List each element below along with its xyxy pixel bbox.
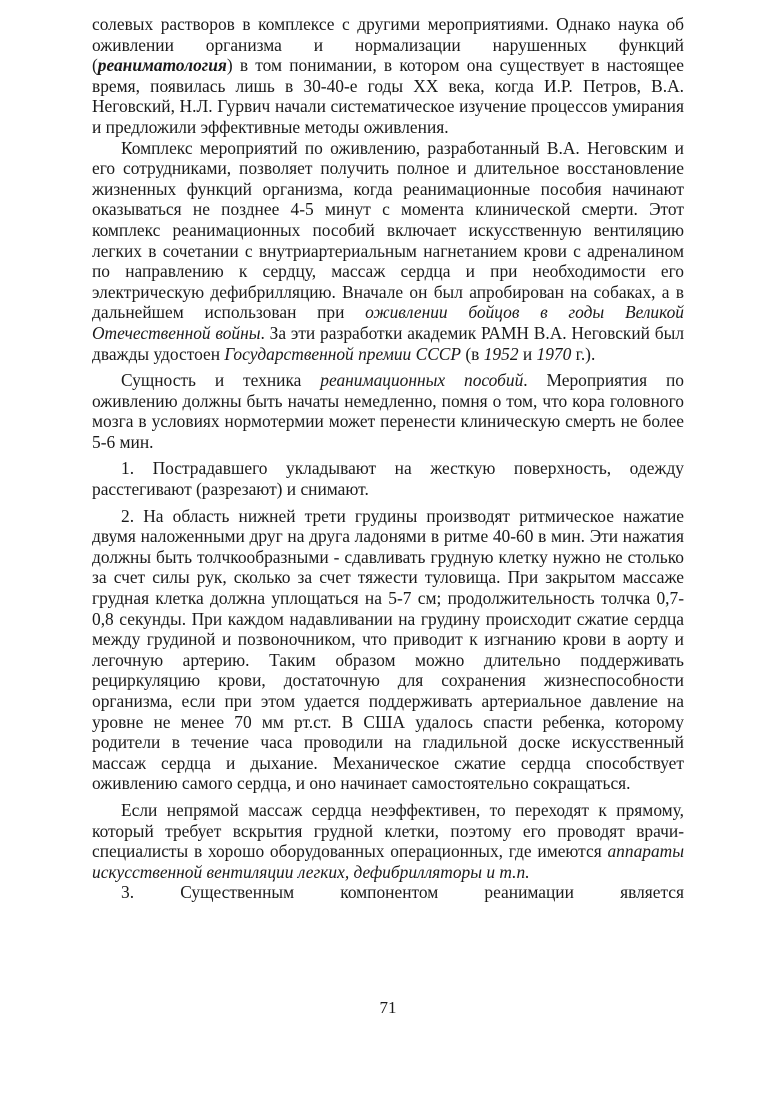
paragraph-3 xyxy=(92,370,684,452)
text-run: 1. Пострадавшего укладывают на жесткую поверхность, одежду расстегивают (разрезают) и снимают. xyxy=(92,458,684,500)
emphasized-text: аппараты искусственной вентиляции легких, дефибрилляторы и т.п. xyxy=(92,841,684,882)
text-run: . За эти разработки академик РАМН В.А. Неговский был дважды удостоен xyxy=(92,322,685,364)
document-page xyxy=(92,14,684,1094)
paragraph-5 xyxy=(92,506,684,794)
text-run: г.). xyxy=(571,343,596,364)
text-run: Сущность и техника xyxy=(121,370,321,391)
emphasized-text: 1970 xyxy=(536,343,572,364)
emphasized-text: реанимационных пособий xyxy=(320,370,524,391)
paragraph-2 xyxy=(92,138,684,365)
paragraph-6 xyxy=(92,800,684,882)
paragraph-7 xyxy=(92,882,684,903)
paragraph-4 xyxy=(92,458,684,499)
text-run: (в xyxy=(461,343,484,364)
text-run: Комплекс мероприятий по оживлению, разработанный В.А. Неговским и его сотрудниками, позволяет получить полное и длительное восстановление жизненных функций организма, когда реанимационные пособия начинают оказываться не позднее 4-5 минут с момента клинической смерти. Этот комплекс реанимационных пособий включает искусственную вентиляцию легких в сочетании с внутриартериальным нагнетанием крови с адреналином по направлению к сердцу, массаж сердца и при необходимости его электрическую дефибрилляцию. Вначале он был апробирован на собаках, а в дальнейшем использован при xyxy=(92,137,684,323)
text-run: солевых растворов в комплексе с другими мероприятиями. Однако наука об оживлении организма и нормализации нарушенных функций ( xyxy=(92,14,684,76)
text-run: и xyxy=(518,343,537,364)
text-run: Если непрямой массаж сердца неэффективен, то переходят к прямому, который требует вскрытия грудной клетки, поэтому его проводят врачи-специалисты в хорошо оборудованных операционных, где имеются xyxy=(92,799,684,862)
text-run: . Мероприятия по оживлению должны быть начаты немедленно, помня о том, что кора головного мозга в условиях нормотермии может перенести клиническую смерть не более 5-6 мин. xyxy=(92,370,684,452)
text-run: 2. На область нижней трети грудины производят ритмическое нажатие двумя наложенными друг на друга ладонями в ритме 40-60 в мин. Эти нажатия должны быть толчкообразными - сдавливать грудную клетку нужно не столько за счет силы рук, сколько за счет тяжести туловища. При закрытом массаже грудная клетка должна уплощаться на 5-7 см; продолжительность толчка 0,7-0,8 секунды. При каждом надавливании на грудину происходит сжатие сердца между грудиной и позвоночником, что приводит к изгнанию крови в аорту и легочную артерию. Таким образом можно длительно поддерживать рециркуляцию крови, достаточную для сохранения жизнеспособности организма, если при этом удается поддерживать артериальное давление на уровне не менее 70 мм рт.ст. В США удалось спасти ребенка, которому родители в течение часа проводили на гладильной доске искусственный массаж сердца и дыхание. Механическое сжатие сердца способствует оживлению самого сердца, и оно начинает самостоятельно сокращаться. xyxy=(92,505,684,794)
body-text xyxy=(92,14,684,903)
emphasized-text: Государственной премии СССР xyxy=(224,343,462,364)
emphasized-text: 1952 xyxy=(483,343,519,364)
emphasized-text: реаниматология xyxy=(97,55,227,76)
text-run: ) в том понимании, в котором она существует в настоящее время, появилась лишь в 30-40-е годы XX века, когда И.Р. Петров, В.А. Неговский, Н.Л. Гурвич начали систематическое изучение процессов умирания и предложили эффективные методы оживления. xyxy=(92,55,684,137)
page-number: 71 xyxy=(379,998,397,1017)
paragraph-1 xyxy=(92,14,684,138)
emphasized-text: оживлении бойцов в годы Великой Отечественной войны xyxy=(92,302,684,343)
text-run: 3. Существенным компонентом реанимации является xyxy=(121,882,684,903)
